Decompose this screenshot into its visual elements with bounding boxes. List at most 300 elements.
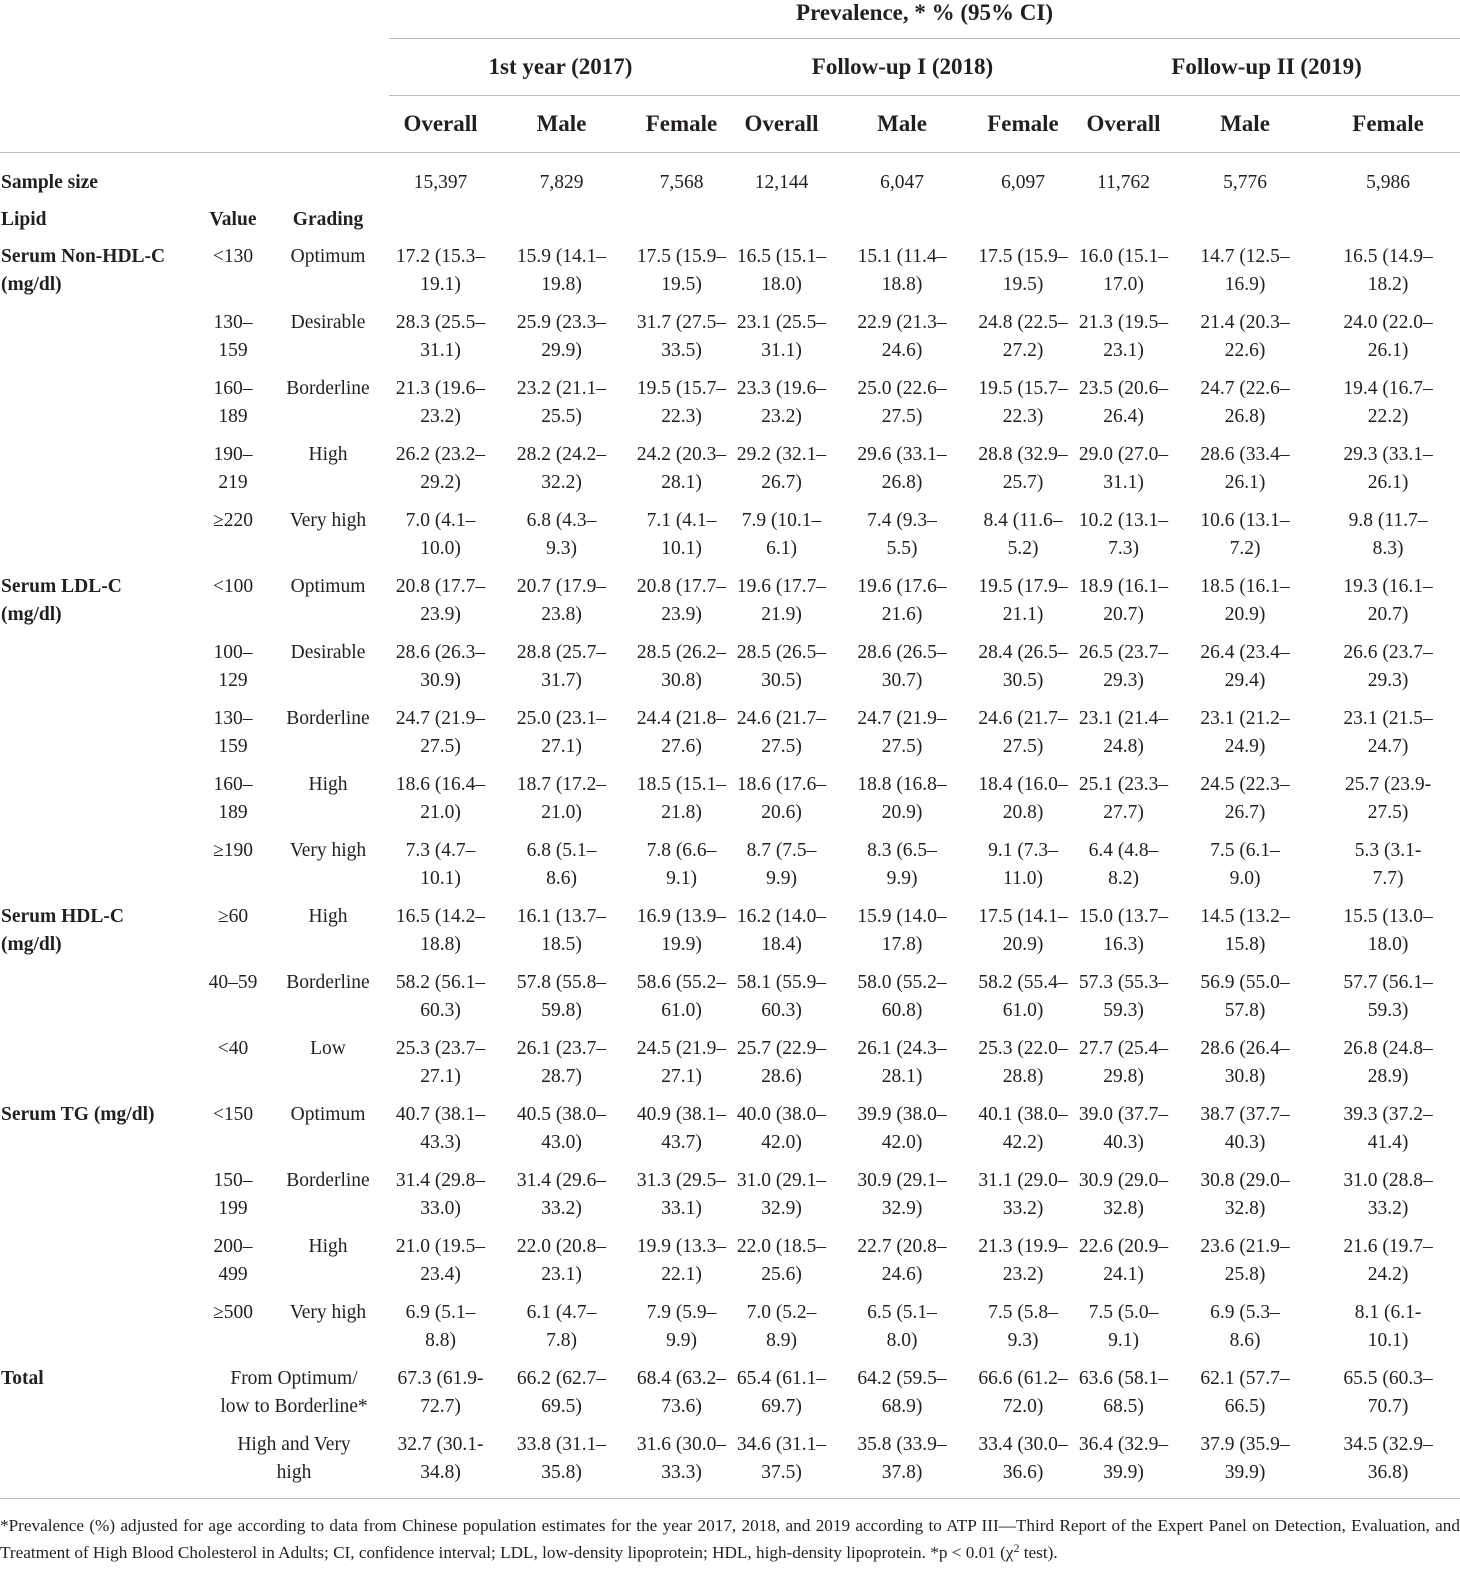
grade-label <box>267 1291 389 1357</box>
line-text: ≥190 <box>213 839 253 861</box>
line-text: 19.3 (16.1– <box>1343 575 1433 597</box>
line-text: 38.7 (37.7– <box>1200 1103 1290 1125</box>
line-text: 21.3 (19.5– <box>1078 311 1169 333</box>
line-text: 25.0 (22.6– <box>857 377 947 399</box>
line-text: 8.0) <box>886 1330 918 1351</box>
line-text: 20.7) <box>1367 604 1409 625</box>
prevalence-cell <box>831 829 973 895</box>
line-text: 29.0 (27.0– <box>1078 443 1169 465</box>
grade-label <box>267 433 389 499</box>
line-text: ≥60 <box>217 905 249 927</box>
prevalence-cell <box>1174 433 1316 499</box>
line-text: 27.5) <box>1002 736 1044 757</box>
line-text: 31.6 (30.0– <box>636 1433 727 1455</box>
line-text: 27.5) <box>1367 802 1409 823</box>
line-text: <100 <box>212 575 254 597</box>
prevalence-cell <box>492 1027 631 1093</box>
line-text: 129 <box>218 670 248 691</box>
prevalence-cell <box>973 1423 1073 1499</box>
prevalence-cell <box>831 499 973 565</box>
line-text: 43.0) <box>541 1132 582 1153</box>
line-text: 7.4 (9.3– <box>867 509 937 531</box>
prevalence-cell <box>1174 1027 1316 1093</box>
line-text: 28.5 (26.5– <box>736 641 827 663</box>
line-text: 22.2) <box>1367 406 1409 427</box>
value-range <box>199 565 267 631</box>
line-text: high <box>276 1462 312 1483</box>
prevalence-cell <box>1316 1225 1460 1291</box>
line-text: 25.6) <box>761 1264 802 1285</box>
prevalence-cell <box>492 301 631 367</box>
table-row <box>0 895 1460 961</box>
line-text: 57.8 (55.8– <box>516 971 607 993</box>
line-text: 31.0 (29.1– <box>736 1169 827 1191</box>
prevalence-cell <box>831 1291 973 1357</box>
line-text: 36.4 (32.9– <box>1078 1433 1169 1455</box>
prevalence-cell <box>831 697 973 763</box>
line-text: 8.6) <box>1229 1330 1261 1351</box>
line-text: 7.5 (5.0– <box>1088 1301 1159 1323</box>
sample-size-label: Sample size <box>1 172 98 193</box>
sample-size-value: 7,829 <box>539 172 584 193</box>
line-text: 22.9 (21.3– <box>857 311 947 333</box>
prevalence-cell <box>389 631 492 697</box>
subcol-female: Female <box>1316 96 1460 153</box>
line-text: 24.5 (21.9– <box>636 1037 727 1059</box>
prevalence-cell <box>1174 763 1316 829</box>
line-text: 23.6 (21.9– <box>1200 1235 1290 1257</box>
line-text: 20.7) <box>1103 604 1144 625</box>
prevalence-cell <box>1316 895 1460 961</box>
line-text: 27.5) <box>881 736 923 757</box>
line-text: 23.2) <box>420 406 461 427</box>
prevalence-cell <box>732 631 831 697</box>
line-text: 100– <box>213 641 253 663</box>
prevalence-cell <box>631 367 732 433</box>
line-text: 31.4 (29.6– <box>516 1169 607 1191</box>
line-text: 9.9) <box>886 868 918 889</box>
prevalence-cell <box>492 631 631 697</box>
line-text: 65.5 (60.3– <box>1343 1367 1433 1389</box>
line-text: 15.0 (13.7– <box>1078 905 1169 927</box>
line-text: 31.1) <box>420 340 461 361</box>
line-text: Desirable <box>290 641 366 663</box>
lipid-label <box>0 499 199 565</box>
prevalence-header: Prevalence, * % (95% CI) <box>796 0 1054 25</box>
line-text: 18.5 (15.1– <box>636 773 727 795</box>
line-text: Desirable <box>290 311 366 333</box>
line-text: 61.0) <box>1002 1000 1044 1021</box>
prevalence-cell <box>831 235 973 301</box>
prevalence-cell <box>831 763 973 829</box>
prevalence-cell <box>732 1225 831 1291</box>
line-text: 189 <box>218 406 248 427</box>
lipid-label <box>0 1159 199 1225</box>
sample-size-value: 7,568 <box>659 172 704 193</box>
prevalence-cell <box>831 301 973 367</box>
line-text: (mg/dl) <box>1 274 62 295</box>
prevalence-cell <box>1174 631 1316 697</box>
line-text: 189 <box>218 802 248 823</box>
prevalence-cell <box>732 895 831 961</box>
lipid-label <box>0 763 199 829</box>
line-text: 159 <box>218 340 248 361</box>
line-text: 43.7) <box>661 1132 702 1153</box>
line-text: 30.8 (29.0– <box>1200 1169 1290 1191</box>
table-row <box>0 1423 1460 1499</box>
line-text: 21.4 (20.3– <box>1200 311 1290 333</box>
value-range <box>199 499 267 565</box>
grade-label <box>267 1159 389 1225</box>
line-text: 30.5) <box>761 670 802 691</box>
line-text: 6.1 (4.7– <box>526 1301 597 1323</box>
line-text: 43.3) <box>420 1132 461 1153</box>
prevalence-cell <box>1316 1423 1460 1499</box>
grade-label <box>199 1423 389 1499</box>
line-text: 16.5 (14.9– <box>1343 245 1433 267</box>
line-text: 22.6 (20.9– <box>1078 1235 1169 1257</box>
prevalence-cell <box>631 895 732 961</box>
prevalence-cell <box>389 697 492 763</box>
prevalence-cell <box>1174 565 1316 631</box>
line-text: 25.0 (23.1– <box>516 707 607 729</box>
line-text: 60.8) <box>881 1000 923 1021</box>
line-text: 9.3) <box>546 538 577 559</box>
line-text: 33.1) <box>661 1198 702 1219</box>
line-text: 7.0 (5.2– <box>746 1301 817 1323</box>
line-text: 19.5 (15.7– <box>978 377 1068 399</box>
prevalence-cell <box>1174 961 1316 1027</box>
prevalence-cell <box>1073 1225 1174 1291</box>
line-text: 26.1) <box>1224 472 1266 493</box>
table-row <box>0 1225 1460 1291</box>
line-text: 59.8) <box>541 1000 582 1021</box>
line-text: 73.6) <box>661 1396 702 1417</box>
prevalence-cell <box>389 1027 492 1093</box>
line-text: 23.4) <box>420 1264 461 1285</box>
line-text: 23.9) <box>420 604 461 625</box>
line-text: 21.1) <box>1002 604 1044 625</box>
line-text: 32.8) <box>1103 1198 1144 1219</box>
grade-label <box>267 829 389 895</box>
sample-size-value: 6,047 <box>880 172 924 193</box>
line-text: Serum TG (mg/dl) <box>1 1103 155 1125</box>
line-text: 29.3) <box>1103 670 1144 691</box>
prevalence-cell <box>732 1423 831 1499</box>
prevalence-cell <box>1073 1027 1174 1093</box>
line-text: 7.9 (10.1– <box>741 509 822 531</box>
line-text: 18.8 (16.8– <box>857 773 947 795</box>
prevalence-cell <box>1073 367 1174 433</box>
line-text: 26.5 (23.7– <box>1078 641 1169 663</box>
line-text: 24.6) <box>881 1264 923 1285</box>
line-text: 23.1) <box>541 1264 582 1285</box>
prevalence-cell <box>1174 1357 1316 1423</box>
value-range <box>199 1291 267 1357</box>
prevalence-cell <box>973 697 1073 763</box>
line-text: 39.0 (37.7– <box>1078 1103 1169 1125</box>
line-text: 26.1) <box>1367 472 1409 493</box>
line-text: 21.0) <box>420 802 461 823</box>
line-text: 26.4 (23.4– <box>1200 641 1290 663</box>
line-text: High <box>308 905 348 927</box>
prevalence-cell <box>831 1225 973 1291</box>
line-text: 37.9 (35.9– <box>1200 1433 1290 1455</box>
prevalence-cell <box>831 1357 973 1423</box>
line-text: 40.0 (38.0– <box>736 1103 827 1125</box>
line-text: 27.7 (25.4– <box>1078 1037 1169 1059</box>
prevalence-cell <box>631 763 732 829</box>
line-text: 6.8 (5.1– <box>526 839 597 861</box>
line-text: 18.6 (16.4– <box>395 773 486 795</box>
prevalence-cell <box>492 367 631 433</box>
prevalence-cell <box>831 895 973 961</box>
table-row <box>0 1159 1460 1225</box>
line-text: 23.2 (21.1– <box>516 377 607 399</box>
line-text: 10.6 (13.1– <box>1200 509 1290 531</box>
line-text: 24.6 (21.7– <box>978 707 1068 729</box>
line-text: 58.6 (55.2– <box>636 971 727 993</box>
prevalence-cell <box>1174 1159 1316 1225</box>
prevalence-cell <box>631 1291 732 1357</box>
line-text: 24.1) <box>1103 1264 1144 1285</box>
prevalence-cell <box>831 1423 973 1499</box>
prevalence-cell <box>1073 1291 1174 1357</box>
line-text: 9.9) <box>666 1330 697 1351</box>
line-text: 20.8 (17.7– <box>636 575 727 597</box>
table-row <box>0 961 1460 1027</box>
line-text: High <box>308 443 348 465</box>
line-text: 19.5) <box>1002 274 1044 295</box>
line-text: 26.8) <box>881 472 923 493</box>
line-text: High <box>308 1235 348 1257</box>
prevalence-cell <box>1073 1357 1174 1423</box>
line-text: 16.3) <box>1103 934 1144 955</box>
line-text: 68.5) <box>1103 1396 1144 1417</box>
prevalence-cell <box>1316 235 1460 301</box>
line-text: 21.9) <box>761 604 802 625</box>
prevalence-cell <box>389 1225 492 1291</box>
prevalence-cell <box>1073 1159 1174 1225</box>
line-text: 20.9) <box>1002 934 1044 955</box>
prevalence-cell <box>1174 499 1316 565</box>
line-text: 21.6) <box>881 604 923 625</box>
line-text: 21.3 (19.9– <box>978 1235 1068 1257</box>
prevalence-cell <box>631 301 732 367</box>
line-text: 19.5) <box>661 274 702 295</box>
line-text: 25.7 (22.9– <box>736 1037 827 1059</box>
line-text: Total <box>1 1367 44 1389</box>
line-text: 130– <box>213 311 253 333</box>
prevalence-cell <box>973 433 1073 499</box>
line-text: 24.2 (20.3– <box>636 443 727 465</box>
line-text: 28.6) <box>761 1066 802 1087</box>
prevalence-cell <box>732 697 831 763</box>
table-row <box>0 565 1460 631</box>
line-text: 18.7 (17.2– <box>516 773 607 795</box>
line-text: 8.8) <box>425 1330 456 1351</box>
prevalence-cell <box>492 763 631 829</box>
line-text: 159 <box>218 736 248 757</box>
prevalence-cell <box>1316 367 1460 433</box>
line-text: Borderline <box>286 707 370 729</box>
line-text: 7.8 (6.6– <box>646 839 717 861</box>
prevalence-cell <box>973 565 1073 631</box>
prevalence-cell <box>1174 1225 1316 1291</box>
prevalence-cell <box>492 829 631 895</box>
prevalence-cell <box>389 763 492 829</box>
grade-label <box>267 697 389 763</box>
prevalence-cell <box>492 961 631 1027</box>
prevalence-cell <box>389 1291 492 1357</box>
line-text: 9.8 (11.7– <box>1348 509 1428 531</box>
grade-label <box>267 961 389 1027</box>
line-text: 499 <box>218 1264 248 1285</box>
line-text: 25.9 (23.3– <box>516 311 607 333</box>
prevalence-cell <box>631 565 732 631</box>
line-text: 9.1) <box>666 868 697 889</box>
subcol-female: Female <box>631 96 732 153</box>
line-text: 31.3 (29.5– <box>636 1169 727 1191</box>
prevalence-cell <box>973 961 1073 1027</box>
prevalence-cell <box>631 697 732 763</box>
line-text: (mg/dl) <box>1 934 62 955</box>
line-text: 28.6 (26.3– <box>395 641 486 663</box>
lipid-label <box>0 1093 199 1159</box>
line-text: 24.8) <box>1103 736 1144 757</box>
line-text: 26.2 (23.2– <box>395 443 486 465</box>
line-text: 25.1 (23.3– <box>1078 773 1169 795</box>
prevalence-cell <box>973 763 1073 829</box>
line-text: 30.5) <box>1002 670 1044 691</box>
prevalence-cell <box>492 565 631 631</box>
line-text: 16.9 (13.9– <box>636 905 727 927</box>
table-row <box>0 829 1460 895</box>
line-text: 20.8) <box>1002 802 1044 823</box>
prevalence-cell <box>631 961 732 1027</box>
line-text: 200– <box>213 1235 253 1257</box>
prevalence-cell <box>732 829 831 895</box>
prevalence-cell <box>492 1093 631 1159</box>
line-text: 7.5 (5.8– <box>988 1301 1058 1323</box>
line-text: 17.5 (14.1– <box>978 905 1068 927</box>
value-range <box>199 301 267 367</box>
line-text: 23.1 (21.5– <box>1343 707 1433 729</box>
lipid-label <box>0 697 199 763</box>
line-text: 8.3 (6.5– <box>867 839 937 861</box>
line-text: Very high <box>289 1301 367 1323</box>
line-text: 7.8) <box>546 1330 577 1351</box>
line-text: 26.8) <box>1224 406 1266 427</box>
line-text: 24.5 (22.3– <box>1200 773 1290 795</box>
prevalence-cell <box>1073 697 1174 763</box>
line-text: Borderline <box>286 377 370 399</box>
prevalence-cell <box>631 1423 732 1499</box>
line-text: 31.1 (29.0– <box>978 1169 1068 1191</box>
lipid-label <box>0 433 199 499</box>
line-text: 8.7 (7.5– <box>746 839 817 861</box>
line-text: Serum LDL-C <box>1 575 122 597</box>
prevalence-cell <box>631 235 732 301</box>
prevalence-cell <box>973 499 1073 565</box>
line-text: 14.7 (12.5– <box>1200 245 1290 267</box>
line-text: 69.5) <box>541 1396 582 1417</box>
line-text: 22.3) <box>1002 406 1044 427</box>
subcol-male: Male <box>492 96 631 153</box>
prevalence-cell <box>1073 433 1174 499</box>
line-text: 39.9) <box>1224 1462 1266 1483</box>
lipid-label <box>0 565 199 631</box>
line-text: 29.9) <box>541 340 582 361</box>
line-text: 11.0) <box>1003 868 1043 889</box>
line-text: 70.7) <box>1367 1396 1409 1417</box>
line-text: 27.2) <box>1002 340 1044 361</box>
year-header-2017: 1st year (2017) <box>389 39 732 96</box>
line-text: 31.7) <box>541 670 582 691</box>
value-range <box>199 697 267 763</box>
line-text: 24.7 (21.9– <box>857 707 947 729</box>
line-text: 60.3) <box>761 1000 802 1021</box>
prevalence-cell <box>492 895 631 961</box>
line-text: 23.1 (21.2– <box>1200 707 1290 729</box>
table-row <box>0 763 1460 829</box>
line-text: 28.6 (26.5– <box>857 641 947 663</box>
line-text: 37.8) <box>881 1462 923 1483</box>
prevalence-cell <box>1174 895 1316 961</box>
line-text: 32.7 (30.1- <box>397 1433 484 1455</box>
prevalence-cell <box>1316 433 1460 499</box>
line-text: 40.9 (38.1– <box>636 1103 727 1125</box>
line-text: 57.8) <box>1224 1000 1266 1021</box>
grade-label <box>267 301 389 367</box>
line-text: 18.2) <box>1367 274 1409 295</box>
line-text: 31.0 (28.8– <box>1343 1169 1433 1191</box>
value-range <box>199 1225 267 1291</box>
prevalence-cell <box>1316 1027 1460 1093</box>
line-text: 8.2) <box>1108 868 1139 889</box>
line-text: 25.7) <box>1002 472 1044 493</box>
prevalence-cell <box>732 1093 831 1159</box>
line-text: 28.3 (25.5– <box>395 311 486 333</box>
line-text: 19.8) <box>541 274 582 295</box>
line-text: 6.1) <box>766 538 797 559</box>
line-text: 40.1 (38.0– <box>978 1103 1068 1125</box>
line-text: 17.0) <box>1103 274 1144 295</box>
line-text: 58.0 (55.2– <box>857 971 947 993</box>
line-text: 18.9 (16.1– <box>1078 575 1169 597</box>
line-text: 9.1 (7.3– <box>988 839 1058 861</box>
prevalence-cell <box>631 829 732 895</box>
prevalence-cell <box>831 433 973 499</box>
line-text: 42.0) <box>881 1132 923 1153</box>
line-text: 10.1) <box>661 538 702 559</box>
prevalence-cell <box>1174 367 1316 433</box>
line-text: 33.2) <box>1367 1198 1409 1219</box>
footnote-text-end: test). <box>1019 1543 1058 1562</box>
grade-label <box>267 895 389 961</box>
table-row <box>0 367 1460 433</box>
line-text: 40.5 (38.0– <box>516 1103 607 1125</box>
line-text: 56.9 (55.0– <box>1200 971 1290 993</box>
line-text: 41.4) <box>1367 1132 1409 1153</box>
grade-label <box>267 565 389 631</box>
lipid-label <box>0 1357 199 1423</box>
subcol-female: Female <box>973 96 1073 153</box>
prevalence-cell <box>831 1027 973 1093</box>
line-text: 68.4 (63.2– <box>636 1367 727 1389</box>
line-text: 29.6 (33.1– <box>857 443 947 465</box>
line-text: Very high <box>289 839 367 861</box>
